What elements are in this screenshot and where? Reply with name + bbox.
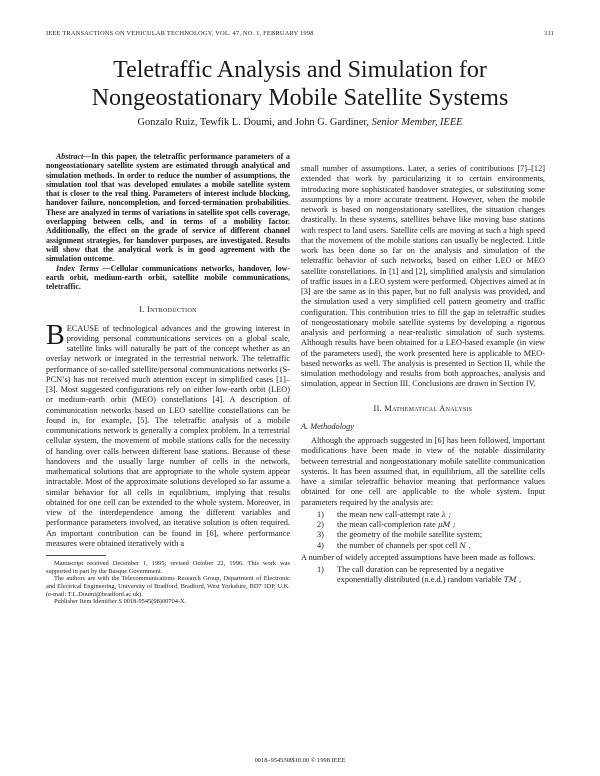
section-heading-introduction: I. Introduction: [139, 305, 197, 315]
section-heading-analysis: II. Mathematical Analysis: [373, 403, 473, 413]
index-terms-label: Index Terms —: [56, 263, 111, 273]
author-role: Senior Member, IEEE: [371, 117, 463, 128]
abstract-text: In this paper, the teletraffic performance parameters of a nongeostationary satellite system are estimated through analytical and simulation methods. In order to reduce the number of assumptions, the simulation tool that was developed emulates a mobile satellite system that is closer to the real thing. Parameters of interest include blocking, handover failure, noncompletion, and forced-termination probabilities. These are analyzed in terms of variations in satellite spot cells coverage, overlapping between cells, and in terms of a mobility factor. Additionally, the effect on the grade of service of different channel assignment strategies, for handover purposes, are investigated. Results will show that the analytical work is in good agreement with the simulation outcome.: [46, 152, 290, 264]
title-line-2: Nongeostationary Mobile Satellite Systems: [91, 85, 509, 111]
title-line-1: Teletraffic Analysis and Simulation for: [113, 57, 487, 83]
mu-symbol: μM ;: [437, 520, 456, 529]
list-item: 1) the mean new call-attempt rate λ ;: [317, 509, 452, 519]
intro-text: ECAUSE of technological advances and the growing interest in providing personal communications services on a global scale, satellite links will naturally be part of the concept whether as an overlay network or integrated in the terrestrial network. The teletraffic performance of so-called satellite/personal communications networks (S-PCN’s) has not received much attention except in simplified cases [1]–[3]. Most suggested configurations rely on either low-earth orbit (LEO) or medium-earth orbit (MEO) constellations [4]. A description of communication networks based on LEO satellite constellations can be found in, for example, [5]. The teletraffic analysis of a mobile communications network is generally a complex problem. In a terrestrial cellular system, the movement of mobile stations calls for the necessity of handing over calls between different base stations. Because of these handovers and the usually large number of cells in the network, mathematical solutions that are appropriate to the whole system appear intractable. Most of the approximate solutions developed so far assume a similar behavior for all cells in equilibrium, implying that results obtained for one cell can be extended to the whole system. Moreover, in view of the interdependence among the different variables and performance parameters involved, an iterative solution is often required. An important contribution can be found in [6], where performance measures were obtained iteratively with a: [46, 323, 290, 548]
abstract-label: Abstract—: [56, 152, 92, 161]
footnote-pii: Publisher Item Identifier S 0018-9545(98)00704-X.: [54, 598, 187, 606]
list-item: 2) the mean call-completion rate μM ;: [317, 520, 456, 529]
methodology-paragraph: Although the approach suggested in [6] has been followed, important modifications have been made in view of the notable dissimilarity between terrestrial and nongeostationary mobile satellite communication systems. It has been assumed that, in equilibrium, all the satellite cells have a similar teletraffic behavior meaning that performance values obtained for one cell are applicable to the whole system. Input parameters required by the analysis are:: [301, 436, 545, 507]
assumptions-intro: A number of widely accepted assumptions have been made as follows.: [301, 552, 536, 562]
lambda-symbol: λ ;: [441, 509, 452, 519]
list-item: 3) the geometry of the mobile satellite system;: [317, 530, 483, 540]
journal-header: IEEE TRANSACTIONS ON VEHICULAR TECHNOLOGY, VOL. 47, NO. 1, FEBRUARY 1998: [46, 30, 314, 37]
abstract: [46, 152, 290, 264]
index-terms: [46, 264, 290, 292]
right-column: [301, 164, 545, 588]
intro-paragraph: [46, 319, 290, 550]
footnote-authors: The authors are with the Telecommunications Research Group, Department of Electronic and Electrical Engineering, University of Bradford, Bradford, West Yorkshire, BD7 1DP, U.K. (e-mail: T.L.Doumi@bradford.ac.uk).: [46, 575, 290, 598]
author-names: Gonzalo Ruiz, Tewfik L. Doumi, and John G. Gardiner,: [137, 117, 370, 128]
tm-symbol: TM ,: [503, 575, 522, 585]
copyright-footer: 0018–9545/98$10.00 © 1998 IEEE: [254, 757, 346, 764]
right-paragraph-1: small number of assumptions. Later, a series of contributions [7]–[12] extended that work by particularizing it to certain environments, introducing more sophisticated handover strategies, or substituting some assumptions by a more accurate treatment. However, when the mobile network is based on nongeostationary satellites, the situation changes drastically. In these systems, satellites behave like moving base stations with respect to land users. Satellite cells are moving at such a high speed that the movement of the mobile stations can usually be neglected. Little work has been done so far on the analysis and simulation of the teletraffic behavior of such networks, based on either LEO or MEO satellite constellations. In [1] and [2], simplified analysis and simulation of traffic issues in a LEO system were performed. Objectives aimed at in [3] are the same as in this paper, but no full analysis was provided, and the simulation used a very simplified cell pattern geometry and traffic configuration. This contribution tries to fill the gap in teletraffic studies of nongeostationary mobile satellite systems by developing a rigorous analysis and performing a near-realistic simulation of such systems. Although results have been obtained for a LEO-based example (in view of the parameters used), the work presented here is applicable to MEO-based networks as well. The analysis is presented in Section II, while the simulation methodology and results from both approaches, analysis and simulation, appear in Section III. Conclusions are drawn in Section IV.: [301, 164, 545, 389]
footnote-manuscript: Manuscript received December 1, 1995; revised October 22, 1996. This work was supported in part by the Basque Government.: [46, 560, 290, 575]
page-number: 311: [544, 30, 554, 37]
n-symbol: N .: [459, 540, 471, 550]
drop-cap: B: [46, 319, 65, 351]
footnote-divider: [46, 555, 106, 556]
list-item: 4) the number of channels per spot cell N .: [317, 540, 471, 550]
authors: [40, 117, 560, 128]
assumptions-list: [301, 565, 545, 586]
input-parameters-list: [301, 510, 545, 551]
subsection-heading-methodology: A. Methodology: [301, 421, 354, 431]
left-column: [46, 152, 290, 606]
paper-title: [40, 56, 560, 112]
index-terms-text: Cellular communications networks, handover, low-earth orbit, medium-earth orbit, satellite mobile communications, teletraffic.: [46, 263, 290, 292]
running-header: [46, 30, 554, 40]
list-item: 1) The call duration can be represented by a negative exponentially distributed (n.e.d.) random variable TM ,: [317, 565, 522, 585]
